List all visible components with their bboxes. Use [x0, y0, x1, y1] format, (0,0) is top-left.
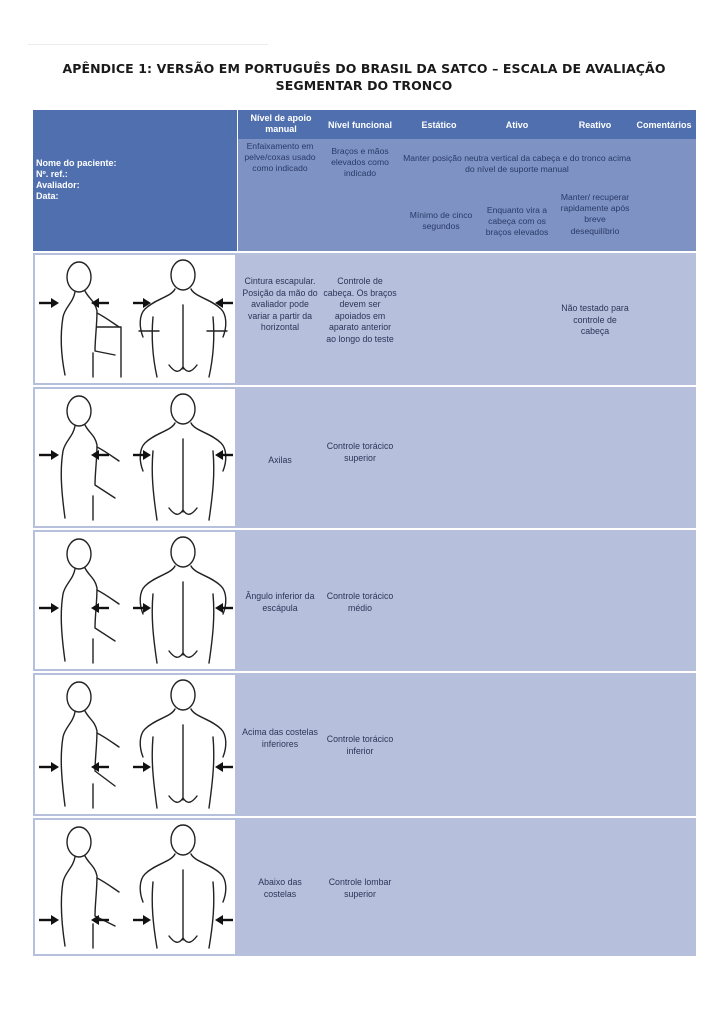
row-1-reactive: Não testado para controle de cabeça	[561, 303, 629, 336]
back-view-right-side	[209, 594, 214, 663]
back-view-head-icon	[171, 825, 195, 855]
row-separator	[33, 671, 696, 673]
back-view-left-arrow-icon	[143, 915, 151, 925]
side-view-head-icon	[67, 682, 91, 712]
back-view-left-arrow-icon	[143, 762, 151, 772]
title-line-1: APÊNDICE 1: VERSÃO EM PORTUGUÊS DO BRASIL DA SATCO – ESCALA DE AVALIAÇÃO	[62, 61, 666, 76]
side-view-head-icon	[67, 262, 91, 292]
back-view-left-side	[152, 451, 157, 520]
back-view-left-shoulder	[140, 289, 175, 337]
side-view-front-outline	[85, 568, 115, 641]
back-view-head-icon	[171, 537, 195, 567]
back-view-head-icon	[171, 260, 195, 290]
back-view-right-arrow-icon	[215, 762, 223, 772]
side-view-arm	[97, 590, 119, 604]
side-view-front-outline	[85, 425, 115, 498]
back-view-right-side	[209, 451, 214, 520]
figure-drawing	[61, 260, 227, 377]
header-static: Estático	[421, 120, 457, 130]
row-1-functional: Controle de cabeça. Os braços devem ser apoiados em aparato anterior ao longo do teste	[323, 276, 397, 344]
header-support: Nível de apoio manual	[250, 113, 312, 134]
row-3-support: Ângulo inferior da escápula	[245, 591, 315, 613]
side-view-back-outline	[61, 426, 75, 518]
subheader-span: Manter posição neutra vertical da cabeça e do tronco acima do nível de suporte manual	[403, 153, 631, 175]
side-view-back-arrow-icon	[51, 603, 59, 613]
figure-panel-upper-thoracic	[35, 389, 235, 526]
back-view-right-side	[209, 737, 214, 808]
row-2-support: Axilas	[268, 455, 292, 465]
back-view-left-shoulder	[140, 854, 175, 902]
back-view-left-shoulder	[140, 709, 175, 757]
side-view-head-icon	[67, 539, 91, 569]
side-view-front-outline	[85, 856, 115, 926]
figure-drawing	[61, 825, 226, 948]
subheader-static: Mínimo de cinco segundos	[409, 210, 473, 232]
back-view-left-side	[152, 882, 157, 948]
back-view-left-side	[152, 594, 157, 663]
back-view-right-shoulder	[191, 289, 226, 337]
side-view-head-icon	[67, 396, 91, 426]
side-view-back-outline	[61, 569, 75, 661]
row-separator	[33, 816, 696, 818]
back-view-right-shoulder	[191, 423, 226, 471]
page-title	[40, 60, 688, 94]
patient-ref-label: Nº. ref.:	[36, 169, 68, 179]
back-view-right-shoulder	[191, 709, 226, 757]
side-view-front-arrow-icon	[91, 450, 99, 460]
side-view-back-arrow-icon	[51, 915, 59, 925]
header-active: Ativo	[505, 120, 529, 130]
back-view-head-icon	[171, 394, 195, 424]
figure-panel-mid-thoracic	[35, 532, 235, 669]
side-view-arm	[97, 878, 119, 892]
header-comments: Comentários	[636, 120, 692, 130]
row-1-support: Cintura escapular. Posição da mão do avaliador pode variar a partir da horizontal	[242, 276, 318, 332]
header-reactive: Reativo	[578, 120, 612, 130]
figure-drawing	[61, 680, 226, 808]
back-view-right-shoulder	[191, 854, 226, 902]
subheader-functional: Braços e mãos elevados como indicado	[331, 146, 389, 179]
back-view-right-arrow-icon	[215, 603, 223, 613]
top-rule	[28, 44, 268, 45]
back-view-left-side	[152, 317, 157, 377]
side-view-back-outline	[61, 292, 75, 375]
title-line-2: SEGMENTAR DO TRONCO	[275, 78, 453, 93]
back-view-left-side	[152, 737, 157, 808]
back-view-right-side	[209, 882, 214, 948]
evaluator-label: Avaliador:	[36, 180, 80, 190]
row-5-support: Abaixo das costelas	[258, 877, 302, 899]
subheader-active: Enquanto vira a cabeça com os braços elevados	[485, 205, 549, 238]
back-view-left-arrow-icon	[143, 603, 151, 613]
back-view-right-arrow-icon	[215, 915, 223, 925]
side-view-front-outline	[85, 711, 115, 786]
back-view-right-side	[209, 317, 214, 377]
patient-info-cell	[33, 110, 237, 251]
back-view-head-icon	[171, 680, 195, 710]
side-view-head-icon	[67, 827, 91, 857]
patient-name-label: Nome do paciente:	[36, 158, 117, 168]
side-view-back-arrow-icon	[51, 450, 59, 460]
side-view-front-outline	[85, 291, 115, 355]
row-3-functional: Controle torácico médio	[326, 591, 394, 613]
row-separator	[33, 528, 696, 530]
side-view-back-arrow-icon	[51, 762, 59, 772]
side-view-arm	[97, 313, 119, 327]
row-4-support: Acima das costelas inferiores	[242, 727, 318, 749]
subheader-support: Enfaixamento em pelve/coxas usado como indicado	[244, 141, 316, 174]
row-5-functional: Controle lombar superior	[328, 877, 392, 899]
back-view-left-shoulder	[140, 423, 175, 471]
row-2-functional: Controle torácico superior	[326, 441, 394, 463]
row-separator	[33, 385, 696, 387]
subheader-reactive: Manter/ recuperar rapidamente após breve desequilíbrio	[560, 192, 630, 236]
side-view-back-outline	[61, 712, 75, 806]
side-view-front-arrow-icon	[91, 603, 99, 613]
side-view-arm	[97, 733, 119, 747]
figure-drawing	[61, 537, 226, 663]
side-view-back-arrow-icon	[51, 298, 59, 308]
figure-panel-lower-thoracic	[35, 675, 235, 814]
figure-panel-head	[35, 255, 235, 383]
date-label: Data:	[36, 191, 59, 201]
figure-panel-upper-lumbar	[35, 820, 235, 954]
row-4-functional: Controle torácico inferior	[326, 734, 394, 756]
back-view-right-arrow-icon	[215, 450, 223, 460]
back-view-left-arrow-icon	[143, 450, 151, 460]
header-functional: Nível funcional	[327, 120, 392, 130]
side-view-back-outline	[61, 857, 75, 946]
